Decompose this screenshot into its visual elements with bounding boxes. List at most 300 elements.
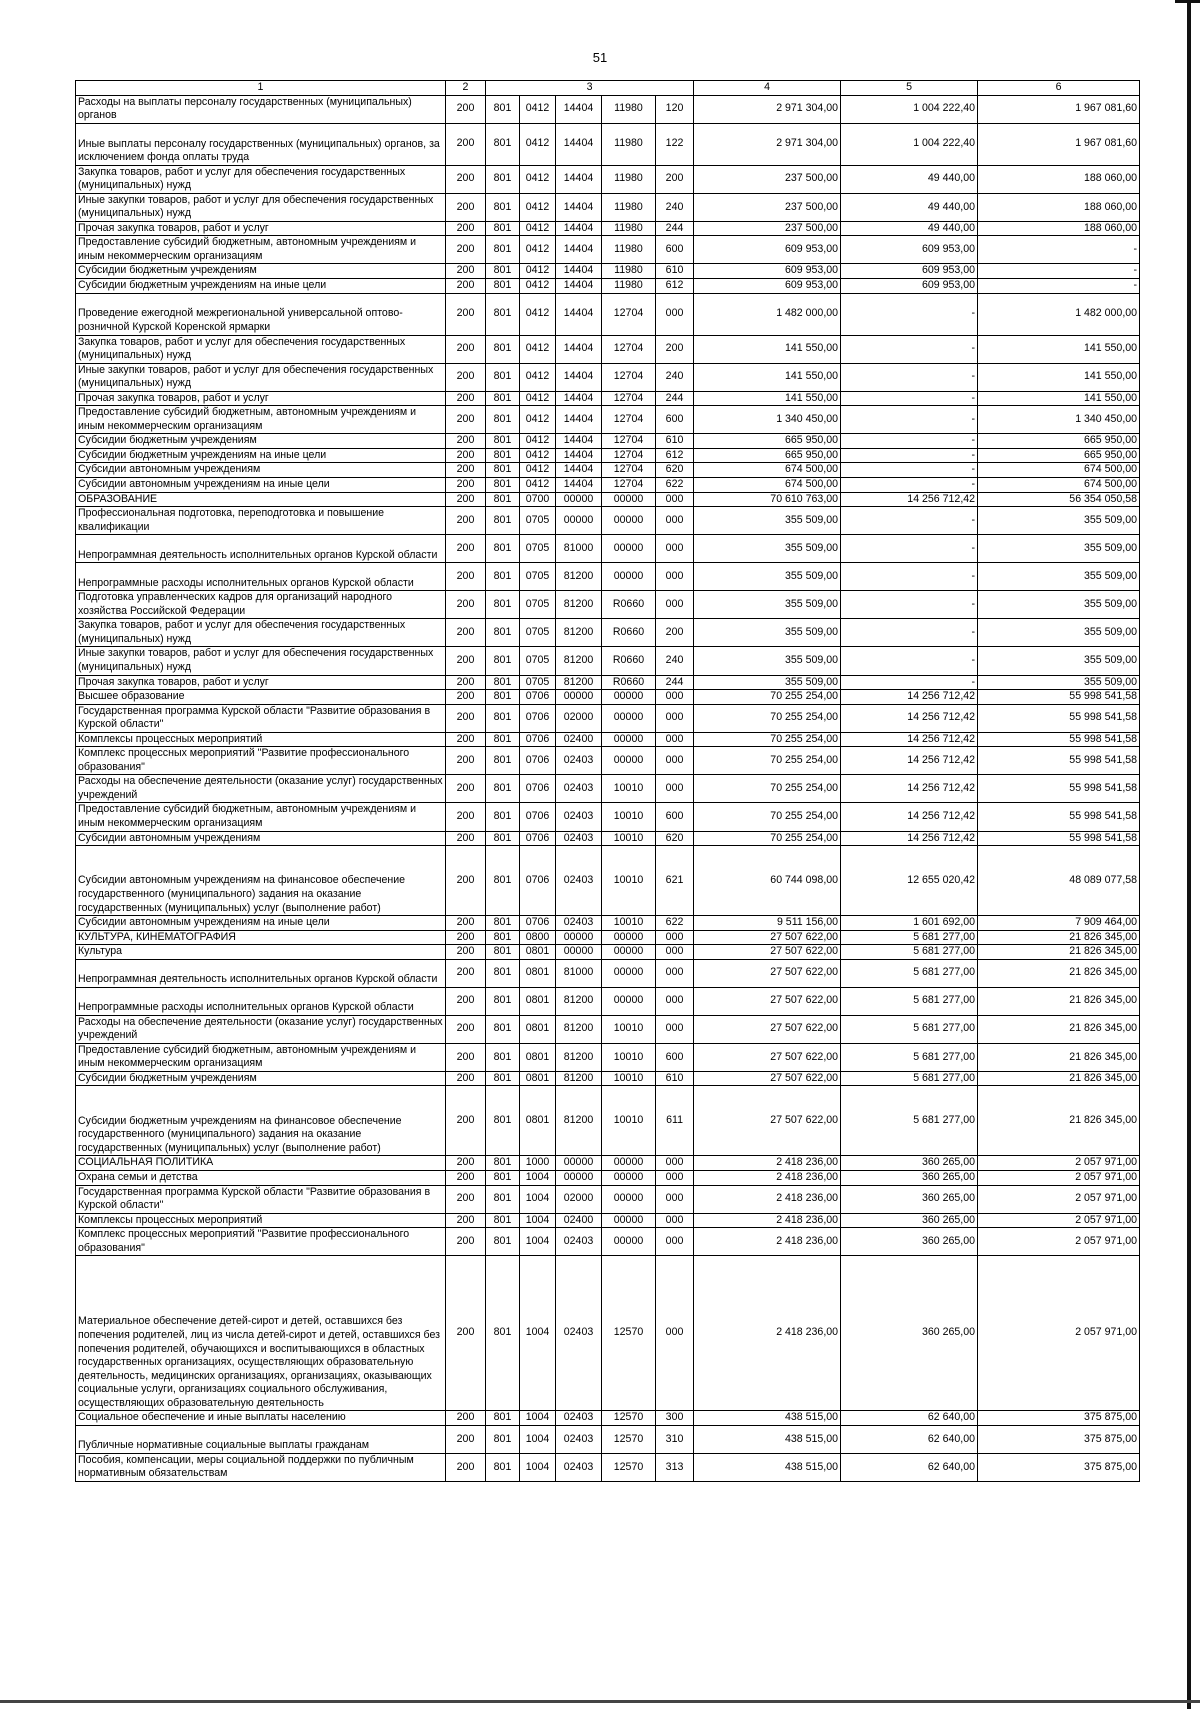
- row-amount-col4: 2 418 236,00: [694, 1170, 841, 1185]
- row-name: Высшее образование: [76, 690, 446, 705]
- row-program: 81000: [556, 959, 602, 987]
- row-code-801: 801: [486, 1071, 520, 1086]
- row-code-admin: 200: [446, 434, 486, 449]
- row-section: 0800: [520, 930, 556, 945]
- row-kind: 000: [656, 704, 694, 732]
- row-direction: 00000: [602, 690, 656, 705]
- table-row: [76, 563, 1140, 591]
- row-amount-col4: 70 610 763,00: [694, 492, 841, 507]
- row-section: 0801: [520, 1015, 556, 1043]
- row-program: 02403: [556, 1425, 602, 1453]
- row-kind: 000: [656, 930, 694, 945]
- row-amount-col5: 49 440,00: [841, 221, 978, 236]
- row-amount-col5: 14 256 712,42: [841, 690, 978, 705]
- row-program: 00000: [556, 492, 602, 507]
- row-code-admin: 200: [446, 675, 486, 690]
- row-direction: 11980: [602, 264, 656, 279]
- table-row: [76, 1185, 1140, 1213]
- row-kind: 610: [656, 1071, 694, 1086]
- row-name: Подготовка управленческих кадров для организаций народного хозяйства Российской Федерации: [76, 591, 446, 619]
- row-amount-col6: 188 060,00: [978, 193, 1140, 221]
- row-amount-col4: 27 507 622,00: [694, 930, 841, 945]
- row-section: 0706: [520, 803, 556, 831]
- row-code-801: 801: [486, 831, 520, 846]
- table-row: [76, 264, 1140, 279]
- table-row: [76, 1411, 1140, 1426]
- row-amount-col6: 21 826 345,00: [978, 1043, 1140, 1071]
- table-row: [76, 193, 1140, 221]
- row-program: 14404: [556, 123, 602, 165]
- row-direction: 00000: [602, 535, 656, 563]
- row-code-801: 801: [486, 236, 520, 264]
- row-amount-col6: -: [978, 264, 1140, 279]
- row-amount-col6: 375 875,00: [978, 1425, 1140, 1453]
- row-code-801: 801: [486, 1256, 520, 1411]
- row-kind: 610: [656, 434, 694, 449]
- row-code-801: 801: [486, 704, 520, 732]
- row-amount-col6: 55 998 541,58: [978, 803, 1140, 831]
- row-code-801: 801: [486, 563, 520, 591]
- row-amount-col4: 70 255 254,00: [694, 775, 841, 803]
- row-direction: 10010: [602, 916, 656, 931]
- row-code-admin: 200: [446, 1015, 486, 1043]
- row-amount-col4: 438 515,00: [694, 1411, 841, 1426]
- row-direction: 00000: [602, 1213, 656, 1228]
- row-amount-col6: 2 057 971,00: [978, 1256, 1140, 1411]
- row-program: 14404: [556, 434, 602, 449]
- row-amount-col5: 609 953,00: [841, 236, 978, 264]
- row-code-admin: 200: [446, 1185, 486, 1213]
- row-code-admin: 200: [446, 1043, 486, 1071]
- row-code-admin: 200: [446, 1170, 486, 1185]
- row-code-801: 801: [486, 448, 520, 463]
- row-code-admin: 200: [446, 775, 486, 803]
- row-code-admin: 200: [446, 1086, 486, 1156]
- table-row: [76, 704, 1140, 732]
- row-amount-col4: 355 509,00: [694, 535, 841, 563]
- row-name: Закупка товаров, работ и услуг для обеспечения государственных (муниципальных) нужд: [76, 335, 446, 363]
- row-amount-col4: 2 418 236,00: [694, 1256, 841, 1411]
- row-amount-col5: -: [841, 647, 978, 675]
- table-body: [76, 95, 1140, 1481]
- row-amount-col6: 55 998 541,58: [978, 690, 1140, 705]
- column-header-6: 6: [978, 81, 1140, 96]
- row-code-admin: 200: [446, 930, 486, 945]
- row-direction: 12570: [602, 1453, 656, 1481]
- row-amount-col5: 1 601 692,00: [841, 916, 978, 931]
- table-row: [76, 335, 1140, 363]
- row-name: СОЦИАЛЬНАЯ ПОЛИТИКА: [76, 1156, 446, 1171]
- row-name: Расходы на обеспечение деятельности (оказание услуг) государственных учреждений: [76, 1015, 446, 1043]
- row-name: КУЛЬТУРА, КИНЕМАТОГРАФИЯ: [76, 930, 446, 945]
- row-amount-col6: 674 500,00: [978, 463, 1140, 478]
- row-section: 0705: [520, 619, 556, 647]
- table-row: [76, 732, 1140, 747]
- row-section: 0412: [520, 264, 556, 279]
- row-section: 1004: [520, 1425, 556, 1453]
- row-direction: 10010: [602, 1086, 656, 1156]
- row-code-admin: 200: [446, 591, 486, 619]
- row-program: 00000: [556, 930, 602, 945]
- row-direction: 00000: [602, 1185, 656, 1213]
- row-section: 0412: [520, 293, 556, 335]
- row-code-admin: 200: [446, 1256, 486, 1411]
- row-amount-col6: 375 875,00: [978, 1411, 1140, 1426]
- row-amount-col4: 2 418 236,00: [694, 1185, 841, 1213]
- row-section: 0412: [520, 463, 556, 478]
- row-code-admin: 200: [446, 1425, 486, 1453]
- row-amount-col6: 2 057 971,00: [978, 1156, 1140, 1171]
- row-section: 0700: [520, 492, 556, 507]
- row-amount-col4: 237 500,00: [694, 193, 841, 221]
- row-code-801: 801: [486, 434, 520, 449]
- row-amount-col6: 21 826 345,00: [978, 1071, 1140, 1086]
- row-direction: 10010: [602, 803, 656, 831]
- row-amount-col6: 56 354 050,58: [978, 492, 1140, 507]
- table-row: [76, 1043, 1140, 1071]
- row-name: Государственная программа Курской области "Развитие образования в Курской области": [76, 1185, 446, 1213]
- row-name: Субсидии бюджетным учреждениям на иные цели: [76, 448, 446, 463]
- row-name: Социальное обеспечение и иные выплаты населению: [76, 1411, 446, 1426]
- row-program: 02403: [556, 1256, 602, 1411]
- row-amount-col6: 21 826 345,00: [978, 1015, 1140, 1043]
- row-direction: R0660: [602, 619, 656, 647]
- row-section: 0412: [520, 123, 556, 165]
- row-amount-col5: -: [841, 335, 978, 363]
- table-row: [76, 434, 1140, 449]
- row-code-801: 801: [486, 279, 520, 294]
- row-section: 1004: [520, 1228, 556, 1256]
- row-amount-col6: 141 550,00: [978, 363, 1140, 391]
- table-row: [76, 945, 1140, 960]
- row-program: 14404: [556, 221, 602, 236]
- row-code-admin: 200: [446, 647, 486, 675]
- row-program: 02403: [556, 1228, 602, 1256]
- row-program: 02000: [556, 1185, 602, 1213]
- table-row: [76, 1213, 1140, 1228]
- row-direction: 11980: [602, 95, 656, 123]
- table-row: [76, 647, 1140, 675]
- row-amount-col5: 609 953,00: [841, 279, 978, 294]
- row-program: 02403: [556, 775, 602, 803]
- row-name: Профессиональная подготовка, переподготовка и повышение квалификации: [76, 507, 446, 535]
- row-code-801: 801: [486, 690, 520, 705]
- row-program: 14404: [556, 293, 602, 335]
- row-amount-col5: 12 655 020,42: [841, 846, 978, 916]
- row-name: Субсидии бюджетным учреждениям: [76, 264, 446, 279]
- row-code-801: 801: [486, 945, 520, 960]
- row-name: Иные закупки товаров, работ и услуг для обеспечения государственных (муниципальных) нужд: [76, 363, 446, 391]
- row-name: Иные выплаты персоналу государственных (муниципальных) органов, за исключением фонда оплаты труда: [76, 123, 446, 165]
- table-row: [76, 1228, 1140, 1256]
- row-code-801: 801: [486, 492, 520, 507]
- row-code-801: 801: [486, 1170, 520, 1185]
- row-amount-col5: -: [841, 478, 978, 493]
- row-kind: 600: [656, 406, 694, 434]
- row-code-admin: 200: [446, 236, 486, 264]
- row-kind: 000: [656, 1228, 694, 1256]
- row-name: Субсидии автономным учреждениям: [76, 463, 446, 478]
- row-section: 0412: [520, 391, 556, 406]
- row-direction: 12704: [602, 391, 656, 406]
- row-kind: 000: [656, 987, 694, 1015]
- row-amount-col5: 360 265,00: [841, 1156, 978, 1171]
- table-row: [76, 236, 1140, 264]
- row-kind: 600: [656, 236, 694, 264]
- row-code-801: 801: [486, 775, 520, 803]
- row-amount-col5: 62 640,00: [841, 1425, 978, 1453]
- row-kind: 310: [656, 1425, 694, 1453]
- row-program: 02403: [556, 803, 602, 831]
- row-name: Пособия, компенсации, меры социальной поддержки по публичным нормативным обязательствам: [76, 1453, 446, 1481]
- row-direction: 10010: [602, 1043, 656, 1071]
- row-section: 1004: [520, 1213, 556, 1228]
- row-amount-col4: 355 509,00: [694, 591, 841, 619]
- row-section: 1004: [520, 1170, 556, 1185]
- table-row: [76, 279, 1140, 294]
- row-program: 14404: [556, 406, 602, 434]
- row-name: Субсидии автономным учреждениям на иные цели: [76, 478, 446, 493]
- row-program: 14404: [556, 279, 602, 294]
- table-row: [76, 1156, 1140, 1171]
- table-row: [76, 293, 1140, 335]
- row-amount-col6: 2 057 971,00: [978, 1170, 1140, 1185]
- row-section: 0801: [520, 959, 556, 987]
- row-direction: 12704: [602, 463, 656, 478]
- row-amount-col6: 1 967 081,60: [978, 123, 1140, 165]
- row-code-801: 801: [486, 619, 520, 647]
- row-amount-col6: 665 950,00: [978, 434, 1140, 449]
- budget-table-container: [75, 80, 1139, 1482]
- row-program: 02403: [556, 846, 602, 916]
- table-row: [76, 95, 1140, 123]
- row-kind: 622: [656, 478, 694, 493]
- row-amount-col6: 375 875,00: [978, 1453, 1140, 1481]
- row-code-801: 801: [486, 1213, 520, 1228]
- row-amount-col6: 188 060,00: [978, 165, 1140, 193]
- row-code-admin: 200: [446, 507, 486, 535]
- row-section: 0412: [520, 478, 556, 493]
- row-amount-col4: 355 509,00: [694, 563, 841, 591]
- row-code-admin: 200: [446, 363, 486, 391]
- row-kind: 000: [656, 747, 694, 775]
- row-code-801: 801: [486, 1185, 520, 1213]
- table-row: [76, 406, 1140, 434]
- row-code-801: 801: [486, 406, 520, 434]
- row-name: Комплексы процессных мероприятий: [76, 732, 446, 747]
- row-direction: R0660: [602, 675, 656, 690]
- row-section: 0706: [520, 747, 556, 775]
- row-direction: 00000: [602, 959, 656, 987]
- row-direction: 10010: [602, 1071, 656, 1086]
- row-program: 02400: [556, 732, 602, 747]
- row-program: 14404: [556, 236, 602, 264]
- row-amount-col5: 14 256 712,42: [841, 492, 978, 507]
- row-kind: 240: [656, 647, 694, 675]
- row-amount-col5: 1 004 222,40: [841, 123, 978, 165]
- row-amount-col5: 360 265,00: [841, 1256, 978, 1411]
- row-code-admin: 200: [446, 1071, 486, 1086]
- row-amount-col5: -: [841, 619, 978, 647]
- row-name: Расходы на обеспечение деятельности (оказание услуг) государственных учреждений: [76, 775, 446, 803]
- row-section: 0705: [520, 535, 556, 563]
- row-kind: 600: [656, 1043, 694, 1071]
- row-program: 00000: [556, 690, 602, 705]
- row-code-801: 801: [486, 747, 520, 775]
- table-row: [76, 478, 1140, 493]
- row-code-admin: 200: [446, 264, 486, 279]
- row-amount-col4: 674 500,00: [694, 478, 841, 493]
- table-row: [76, 165, 1140, 193]
- row-section: 1000: [520, 1156, 556, 1171]
- row-program: 00000: [556, 1156, 602, 1171]
- row-amount-col6: 355 509,00: [978, 563, 1140, 591]
- row-section: 1004: [520, 1256, 556, 1411]
- row-amount-col4: 70 255 254,00: [694, 747, 841, 775]
- row-amount-col5: 5 681 277,00: [841, 1086, 978, 1156]
- row-section: 0412: [520, 335, 556, 363]
- row-section: 0412: [520, 165, 556, 193]
- row-direction: 00000: [602, 1228, 656, 1256]
- row-section: 0706: [520, 690, 556, 705]
- row-amount-col4: 27 507 622,00: [694, 959, 841, 987]
- row-direction: 00000: [602, 492, 656, 507]
- row-amount-col5: 360 265,00: [841, 1185, 978, 1213]
- row-code-admin: 200: [446, 1156, 486, 1171]
- row-kind: 000: [656, 563, 694, 591]
- row-kind: 240: [656, 363, 694, 391]
- table-row: [76, 1015, 1140, 1043]
- row-amount-col5: 5 681 277,00: [841, 987, 978, 1015]
- row-direction: 11980: [602, 193, 656, 221]
- row-code-admin: 200: [446, 846, 486, 916]
- row-program: 14404: [556, 363, 602, 391]
- row-amount-col6: 55 998 541,58: [978, 704, 1140, 732]
- row-name: Расходы на выплаты персоналу государственных (муниципальных) органов: [76, 95, 446, 123]
- row-amount-col6: 21 826 345,00: [978, 945, 1140, 960]
- row-code-801: 801: [486, 391, 520, 406]
- row-section: 0412: [520, 221, 556, 236]
- row-name: Непрограммная деятельность исполнительных органов Курской области: [76, 959, 446, 987]
- row-kind: 610: [656, 264, 694, 279]
- row-amount-col5: -: [841, 406, 978, 434]
- row-code-admin: 200: [446, 391, 486, 406]
- row-code-801: 801: [486, 535, 520, 563]
- row-kind: 000: [656, 293, 694, 335]
- row-direction: 00000: [602, 704, 656, 732]
- budget-table: [75, 80, 1140, 1482]
- table-row: [76, 535, 1140, 563]
- table-row: [76, 690, 1140, 705]
- header-row: [76, 81, 1140, 96]
- row-kind: 000: [656, 1015, 694, 1043]
- row-direction: 00000: [602, 1170, 656, 1185]
- row-code-801: 801: [486, 478, 520, 493]
- row-direction: 12570: [602, 1425, 656, 1453]
- scan-edge-bottom: [0, 1700, 1200, 1703]
- row-direction: 12704: [602, 478, 656, 493]
- row-amount-col4: 609 953,00: [694, 264, 841, 279]
- column-header-2: 2: [446, 81, 486, 96]
- row-amount-col4: 355 509,00: [694, 675, 841, 690]
- row-code-801: 801: [486, 1086, 520, 1156]
- row-code-admin: 200: [446, 492, 486, 507]
- row-direction: 12704: [602, 406, 656, 434]
- row-code-admin: 200: [446, 916, 486, 931]
- row-amount-col6: 188 060,00: [978, 221, 1140, 236]
- table-row: [76, 916, 1140, 931]
- row-section: 0412: [520, 434, 556, 449]
- column-header-4: 4: [694, 81, 841, 96]
- row-code-801: 801: [486, 647, 520, 675]
- row-direction: R0660: [602, 591, 656, 619]
- row-amount-col4: 70 255 254,00: [694, 704, 841, 732]
- row-kind: 620: [656, 463, 694, 478]
- row-amount-col6: 141 550,00: [978, 391, 1140, 406]
- row-amount-col4: 438 515,00: [694, 1425, 841, 1453]
- row-program: 14404: [556, 335, 602, 363]
- row-name: ОБРАЗОВАНИЕ: [76, 492, 446, 507]
- row-amount-col4: 27 507 622,00: [694, 1086, 841, 1156]
- table-row: [76, 930, 1140, 945]
- row-amount-col5: -: [841, 675, 978, 690]
- table-row: [76, 959, 1140, 987]
- row-code-801: 801: [486, 95, 520, 123]
- row-section: 0801: [520, 1071, 556, 1086]
- row-amount-col5: 360 265,00: [841, 1228, 978, 1256]
- row-program: 14404: [556, 264, 602, 279]
- row-code-801: 801: [486, 1425, 520, 1453]
- row-code-admin: 200: [446, 123, 486, 165]
- row-kind: 000: [656, 945, 694, 960]
- row-program: 00000: [556, 945, 602, 960]
- row-amount-col5: 14 256 712,42: [841, 732, 978, 747]
- row-code-admin: 200: [446, 747, 486, 775]
- row-code-801: 801: [486, 846, 520, 916]
- row-kind: 122: [656, 123, 694, 165]
- row-amount-col6: 2 057 971,00: [978, 1213, 1140, 1228]
- row-direction: 12704: [602, 363, 656, 391]
- row-section: 0412: [520, 279, 556, 294]
- row-amount-col4: 665 950,00: [694, 448, 841, 463]
- row-code-admin: 200: [446, 279, 486, 294]
- column-header-1: 1: [76, 81, 446, 96]
- row-kind: 000: [656, 732, 694, 747]
- row-section: 0412: [520, 193, 556, 221]
- row-code-admin: 200: [446, 1453, 486, 1481]
- row-kind: 000: [656, 507, 694, 535]
- row-name: Иные закупки товаров, работ и услуг для обеспечения государственных (муниципальных) нужд: [76, 647, 446, 675]
- row-code-801: 801: [486, 335, 520, 363]
- row-section: 0706: [520, 704, 556, 732]
- row-amount-col4: 141 550,00: [694, 335, 841, 363]
- row-name: Субсидии бюджетным учреждениям на иные цели: [76, 279, 446, 294]
- row-program: 00000: [556, 1170, 602, 1185]
- table-row: [76, 1453, 1140, 1481]
- row-kind: 000: [656, 1185, 694, 1213]
- row-amount-col5: -: [841, 535, 978, 563]
- row-amount-col4: 355 509,00: [694, 647, 841, 675]
- row-section: 0706: [520, 831, 556, 846]
- row-direction: 11980: [602, 236, 656, 264]
- row-code-admin: 200: [446, 1411, 486, 1426]
- row-amount-col6: 141 550,00: [978, 335, 1140, 363]
- row-code-admin: 200: [446, 704, 486, 732]
- row-section: 0412: [520, 448, 556, 463]
- row-program: 02403: [556, 1411, 602, 1426]
- row-direction: 00000: [602, 945, 656, 960]
- row-amount-col6: 355 509,00: [978, 535, 1140, 563]
